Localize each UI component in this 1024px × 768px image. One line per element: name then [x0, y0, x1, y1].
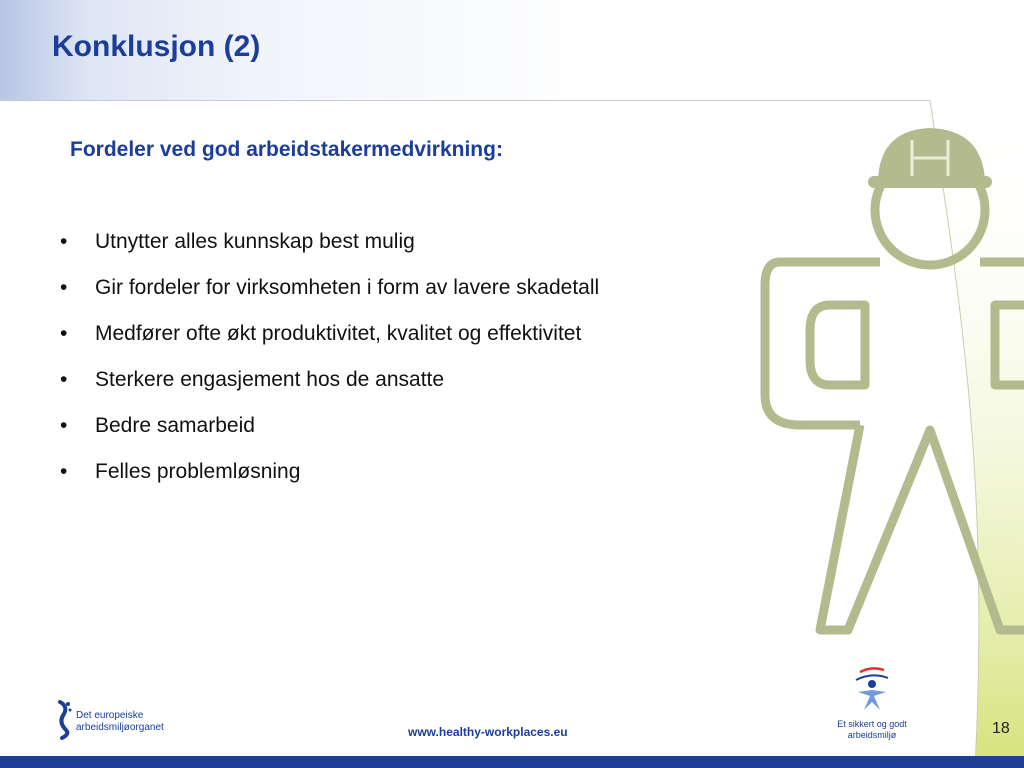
campaign-logo[interactable] — [836, 664, 908, 742]
bullet-icon: • — [60, 460, 68, 483]
page-number: 18 — [992, 720, 1010, 737]
campaign-logo-text — [836, 719, 908, 741]
logo-left-line2: arbeidsmiljøorganet — [76, 722, 164, 733]
eu-agency-logo-icon — [54, 700, 74, 740]
logo-right-line1: Et sikkert og godt — [837, 719, 907, 729]
logo-right-line2: arbeidsmiljø — [847, 730, 897, 740]
list-item — [60, 410, 599, 456]
bullet-text: Felles problemløsning — [95, 460, 301, 483]
list-item — [60, 364, 599, 410]
bottom-bar — [0, 756, 1024, 768]
bullet-text: Utnytter alles kunnskap best mulig — [95, 230, 415, 253]
list-item — [60, 226, 599, 272]
bullet-icon: • — [60, 322, 68, 345]
campaign-figure-logo-icon — [846, 664, 898, 716]
bullet-text: Gir fordeler for virksomheten i form av lavere skadetall — [95, 276, 600, 299]
bullet-text: Bedre samarbeid — [95, 414, 255, 437]
list-item — [60, 456, 599, 502]
slide-title: Konklusjon (2) — [52, 30, 261, 63]
bullet-text: Sterkere engasjement hos de ansatte — [95, 368, 445, 391]
bullet-icon: • — [60, 230, 68, 253]
bullet-list — [60, 226, 599, 502]
logo-left-line1: Det europeiske — [76, 710, 144, 721]
bullet-text: Medfører ofte økt produktivitet, kvalitet og effektivitet — [95, 322, 582, 345]
slide-subtitle: Fordeler ved god arbeidstakermedvirkning: — [70, 138, 503, 161]
list-item — [60, 272, 599, 318]
list-item — [60, 318, 599, 364]
bullet-icon: • — [60, 368, 68, 391]
bullet-icon: • — [60, 276, 68, 299]
eu-agency-logo[interactable] — [54, 700, 174, 742]
footer-url-link[interactable]: www.healthy-workplaces.eu — [408, 725, 568, 739]
bullet-icon: • — [60, 414, 68, 437]
eu-agency-logo-text — [76, 710, 164, 734]
